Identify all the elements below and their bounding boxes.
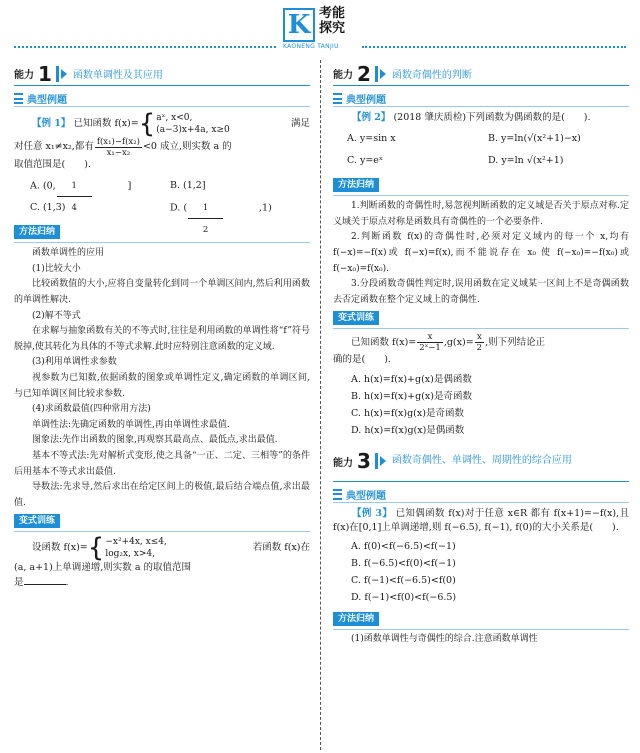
variant-tag: 变式训练 [333,311,379,325]
arrow-icon [380,69,386,79]
arrow-icon [380,456,386,466]
option-a[interactable]: A. f(0)<f(−6.5)<f(−1) [351,541,456,553]
variant-problem: 已知函数 f(x)= $\frac{x}{\text{2ˣ−1}}$ ,g(x)= $\frac{x}{2}$ ,则下列结论正 [351,332,546,354]
ability-2-header: 能力 2 函数奇偶性的判断 [333,62,629,86]
ability-title: 函数奇偶性的判断 [391,70,472,81]
method-summary: 1.判断函数的奇偶性时,易忽视判断函数的定义域是否关于原点对称.定义域关于原点对称是函数具有奇偶性的一个必要条件. 2.判断函数 f(x)的奇偶性时,必须对定义域内的每一个 x,均有 f(−x)=−f(x)或 f(−x)=f(x),而不能说存在 x₀ 使 f(−x₀)=−f(x₀)或 f(−x₀)=f(x₀). 3.分段函数奇偶性判定时,误用函数在定义域某一区间上不是奇偶函数去否定函数在整个定义域上的奇偶性. [333,201,629,305]
piecewise-function: { −x²+4x, x≤4, log₂x, x>4, [87,533,167,564]
example-1-condition: 对任意 x₁≠x₂,都有 $\frac{\text{f(x₁)−f(x₂)}}{\text{x₁−x₂}}$ <0 成立,则实数 a 的 [14,137,232,158]
section-header: 典型例题 [333,487,629,503]
example-3-options [337,538,629,606]
bar-icon [375,453,378,469]
fraction: $\frac{\text{f(x₁)−f(x₂)}}{\text{x₁−x₂}}$ [96,137,140,158]
option-a[interactable]: A. y=sin x [347,133,396,145]
variant-tag: 变式训练 [14,514,60,528]
option-c[interactable]: C. y=eˣ [347,155,383,167]
option-c[interactable]: C. h(x)=f(x)g(x)是奇函数 [351,407,464,419]
option-a[interactable]: A. h(x)=f(x)+g(x)是偶函数 [351,373,472,385]
ability-3-header: 能力 3 函数奇偶性、单调性、周期性的综合应用 [333,442,629,482]
column-divider [320,60,321,750]
header-rule-left [14,46,276,48]
section-header: 典型例题 [14,91,310,107]
method-summary: 函数单调性的应用 (1)比较大小 比较函数值的大小,应将自变量转化到同一个单调区间内,然后利用函数的单调性解决. (2)解不等式 在求解与抽象函数有关的不等式时,往往是利用函数的单调性将“f”符号脱掉,使其转化为具体的不等式求解.此时应特别注意函数的定义域. (3)利用单调性求参数 视参数为已知数,依据函数的图象或单调性定义,确定函数的单调区间,与已知单调区间比较求参数. (4)求函数最值(四种常用方法) 单调性法:先确定函数的单调性,再由单调性求最值. 图象法:先作出函数的图象,再观察其最高点、最低点,求出最值. 基本不等式法:先对解析式变形,使之具备“一正、二定、三相等”的条件后用基本不等式求出最值. 导数法:先求导,然后求出在给定区间上的极值,最后结合端点值,求出最值. [14,248,310,508]
option-b[interactable]: B. f(−6.5)<f(0)<f(−1) [351,558,456,570]
header-rule-right [362,46,626,48]
ability-number: 2 [357,61,371,86]
section-logo [283,6,357,52]
example-2-options [337,128,629,172]
k-logo-icon: K [283,8,315,42]
option-d[interactable]: D. h(x)=f(x)g(x)是偶函数 [351,424,465,436]
option-d[interactable]: D. f(−1)<f(0)<f(−6.5) [351,592,457,604]
arrow-icon [61,69,67,79]
list-icon [333,93,342,104]
method-tag: 方法归纳 [14,225,60,239]
piecewise-function: { aˣ, x<0, (a−3)x+4a, x≥0 [138,109,230,139]
option-b[interactable]: B. y=ln(√(x²+1)−x) [488,133,581,145]
variant-options [337,371,629,439]
ability-title: 函数单调性及其应用 [72,70,163,81]
ability-title: 函数奇偶性、单调性、周期性的综合应用 [391,455,572,467]
ability-number: 1 [38,61,52,86]
answer-blank[interactable] [24,584,66,585]
option-d[interactable]: D. y=ln √(x²+1) [488,155,564,167]
right-column: 能力 2 函数奇偶性的判断 典型例题 【例 2】 (2018 肇庆质检)下列函数为偶函数的是( ). A. y=sin x B. y=ln(√(x²+1)−x) C. y=eˣ D. y=ln √(x²+1) 方法归纳 1.判断函数的奇偶性时,易忽视判断函数的定义域是否关于原点对称.定义域关于原点对称是函数具有奇偶性的一个必要条件. 2.判断函数 f(x)的奇偶性时,必须对定义域内的每一个 x,均有 f(−x)=−f(x)或 f(−x)=f(x),而不能说存在 x₀ 使 f(−x₀)=−f(x₀)或 f(−x₀)=f(x₀). 3.分段函数奇偶性判定时,误用函数在定义域某一区间上不是奇偶函数去否定函数在整个定义域上的奇偶性. 变式训练 已知函数 f(x)= $\frac{x}{\text{2ˣ−1}}$ ,g(x)= $\frac{x}{2}$ ,则下列结论正 确的是( ). A. h(x)=f(x)+g(x)是偶函数 B. h(x)=f(x)+g(x)是奇函数 C. h(x)=f(x)g(x)是奇函数 D. h(x)=f(x)g(x)是偶函数 能力 3 函数奇偶性、单调性、周期性的综合应用 典型例题 【例 3】 已知偶函数 f(x)对于任意 x∈R 都有 f(x+1)=−f(x),且 f(x)在[0,1]上单调递增,则 f(−6.5), f(−1), f(0)的大小关系是( ). A. f(0)<f(−6.5)<f(−1) B. f(−6.5)<f(0)<f(−1) C. f(−1)<f(−6.5)<f(0) D. f(−1)<f(0)<f(−6.5) 方法归纳 (1)函数单调性与奇偶性的综合.注意函数单调性 [333,61,629,645]
list-icon [14,93,23,104]
option-b[interactable]: B. h(x)=f(x)+g(x)是奇函数 [351,390,472,402]
logo-title: 考能 探究 [319,6,346,36]
list-icon [333,489,342,500]
left-column: 能力 1 函数单调性及其应用 典型例题 【例 1】 已知函数 f(x)= { aˣ, x<0, (a−3)x+4a, x≥0 满足 对任意 x₁≠x₂,都有 $\frac{\text{f(x₁)−f(x₂)}}{\text{x₁−x₂}}$ <0 成立,则实数 a 的 取值范围是( ). A. (0, $\frac{1}{4}$ ] B. (1,2] C. (1,3) D. ( $\frac{1}{2}$ ,1) 方法归纳 函数单调性的应用 (1)比较大小 比较函数值的大小,应将自变量转化到同一个单调区间内,然后利用函数的单调性解决. (2)解不等式 在求解与抽象函数有关的不等式时,往往是利用函数的单调性将“f”符号脱掉,使其转化为具体的不等式求解.此时应特别注意函数的定义域. (3)利用单调性求参数 视参数为已知数,依据函数的图象或单调性定义,确定函数的单调区间,与已知单调区间比较求参数. (4)求函数最值(四种常用方法) 单调性法:先确定函数的单调性,再由单调性求最值. 图象法:先作出函数的图象,再观察其最高点、最低点,求出最值. 基本不等式法:先对解析式变形,使之具备“一正、二定、三相等”的条件后用基本不等式求出最值. 导数法:先求导,然后求出在给定区间上的极值,最后结合端点值,求出最值. 变式训练 设函数 f(x)= { −x²+4x, x≤4, log₂x, x>4, 若函数 f(x)在 (a, a+1)上单调递增,则实数 a 的取值范围 是 . [14,61,310,588]
example-1: 【例 1】 已知函数 f(x)= { aˣ, x<0, (a−3)x+4a, x≥0 满足 [32,109,310,139]
example-3: 【例 3】 已知偶函数 f(x)对于任意 x∈R 都有 f(x+1)=−f(x),且 f(x)在[0,1]上单调递增,则 f(−6.5), f(−1), f(0)的大小关系是( ). [333,507,629,533]
example-2: 【例 2】 (2018 肇庆质检)下列函数为偶函数的是( ). [352,112,591,123]
bar-icon [56,66,59,82]
ability-number: 3 [357,449,371,474]
variant-problem: 设函数 f(x)= { −x²+4x, x≤4, log₂x, x>4, 若函数 f(x)在 [32,533,310,564]
option-c[interactable]: C. (1,3) [30,202,66,214]
logo-subtitle: KAONENG TANJIU [283,43,339,50]
option-b[interactable]: B. (1,2] [170,180,206,192]
bar-icon [375,66,378,82]
option-d[interactable]: D. ( $\frac{1}{2}$ ,1) [170,197,310,219]
section-header: 典型例题 [333,91,629,107]
method-tag: 方法归纳 [333,178,379,192]
method-tag: 方法归纳 [333,612,379,626]
ability-1-header: 能力 1 函数单调性及其应用 [14,62,310,86]
option-a[interactable]: A. (0, $\frac{1}{4}$ ] [30,175,170,197]
option-c[interactable]: C. f(−1)<f(−6.5)<f(0) [351,575,456,587]
